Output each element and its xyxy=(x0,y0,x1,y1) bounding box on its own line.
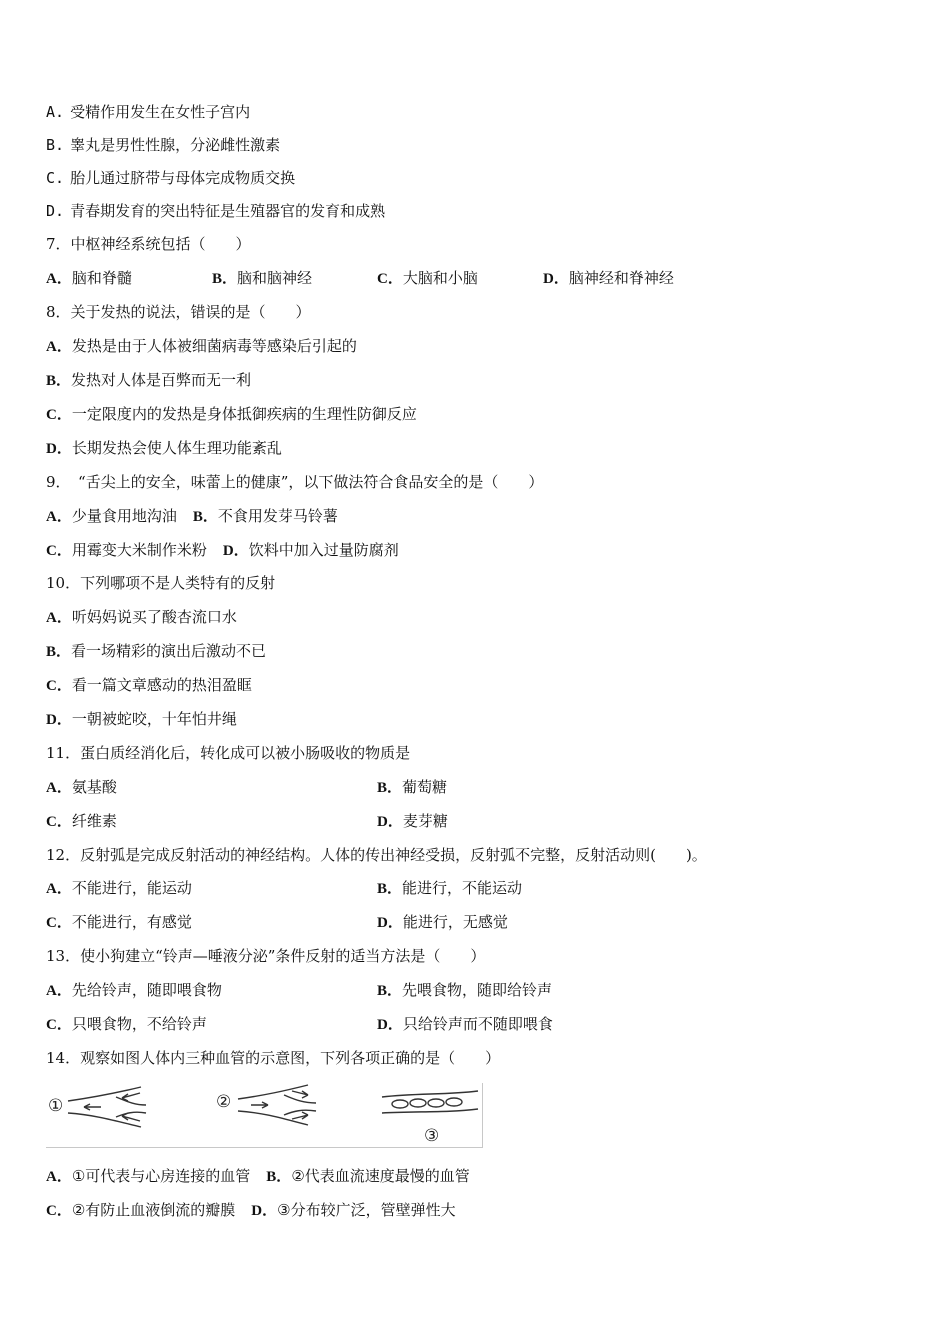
option-label: A． xyxy=(46,339,72,355)
option-label: C． xyxy=(46,543,72,559)
option-label: B． xyxy=(266,1169,292,1185)
option-label: C. xyxy=(46,169,65,187)
vessel-3-wall-top xyxy=(382,1091,478,1097)
vessel-1-wall-top xyxy=(68,1087,141,1101)
option-text: ②代表血流速度最慢的血管 xyxy=(291,1167,470,1185)
option-label: A． xyxy=(46,271,72,287)
q9-stem: 9． “舌尖上的安全，味蕾上的健康”，以下做法符合食品安全的是（ ） xyxy=(46,473,544,491)
vessel-2-arrow-3 xyxy=(292,1112,308,1119)
q10-option-b xyxy=(46,641,266,662)
q14-options-row-2 xyxy=(46,1200,456,1221)
vessel-2-branch xyxy=(284,1095,316,1103)
vessel-2-arrow-2 xyxy=(292,1091,308,1098)
option-label: A. xyxy=(46,103,65,121)
option-text: 看一场精彩的演出后激动不已 xyxy=(71,642,267,660)
q12-option-b xyxy=(377,878,522,899)
vessel-1-arrow-3 xyxy=(84,1104,101,1110)
option-label: A． xyxy=(46,610,72,626)
option-text: 一朝被蛇咬，十年怕井绳 xyxy=(71,710,237,728)
q9-options-row-2 xyxy=(46,540,399,561)
option-text: 发热是由于人体被细菌病毒等感染后引起的 xyxy=(71,337,357,355)
q13-options-row-2 xyxy=(46,1014,906,1034)
q12-options-row-2 xyxy=(46,912,906,932)
option-text: 胎儿通过脐带与母体完成物质交换 xyxy=(70,169,296,187)
q14-options-row-1 xyxy=(46,1166,470,1187)
option-label: C． xyxy=(377,271,403,287)
option-label: B． xyxy=(377,780,403,796)
option-label: B． xyxy=(377,881,403,897)
q13-options-row-1 xyxy=(46,980,906,1000)
option-text: 受精作用发生在女性子宫内 xyxy=(70,103,251,121)
q6-option-c xyxy=(46,168,295,188)
q8-option-a xyxy=(46,336,357,357)
red-cell-2 xyxy=(410,1099,426,1107)
q13-option-b xyxy=(377,980,552,1001)
q10-option-a xyxy=(46,607,237,628)
option-text: 氨基酸 xyxy=(71,778,117,796)
q13-option-d xyxy=(377,1014,553,1035)
q12-stem: 12．反射弧是完成反射活动的神经结构。人体的传出神经受损，反射弧不完整，反射活动则( )。 xyxy=(46,846,707,864)
q9-options-row-1 xyxy=(46,506,338,527)
option-text: 能进行，无感觉 xyxy=(402,913,508,931)
option-text: ②有防止血液倒流的瓣膜 xyxy=(71,1201,236,1219)
q10-option-c xyxy=(46,675,252,696)
q7-stem: 7．中枢神经系统包括（ ） xyxy=(46,235,251,253)
q13-stem: 13．使小狗建立“铃声—唾液分泌”条件反射的适当方法是（ ） xyxy=(46,947,486,965)
option-label: D． xyxy=(377,1017,403,1033)
figure-label-2: ② xyxy=(216,1092,232,1112)
vessel-2-branch-2 xyxy=(284,1110,316,1115)
q10-option-d xyxy=(46,709,237,730)
option-text: 一定限度内的发热是身体抵御疾病的生理性防御反应 xyxy=(71,405,417,423)
option-label: D． xyxy=(46,712,72,728)
red-cell-1 xyxy=(392,1100,408,1108)
q13-option-c xyxy=(46,1014,207,1035)
option-text: 只给铃声而不随即喂食 xyxy=(402,1015,553,1033)
option-text: 不能进行，能运动 xyxy=(71,879,192,897)
vessel-1-branch-2 xyxy=(116,1112,146,1117)
option-label: D． xyxy=(377,814,403,830)
option-text: ③分布较广泛，管壁弹性大 xyxy=(277,1201,456,1219)
option-text: 饮料中加入过量防腐剂 xyxy=(248,541,399,559)
q11-stem: 11．蛋白质经消化后，转化成可以被小肠吸收的物质是 xyxy=(46,744,411,762)
option-label: A． xyxy=(46,881,72,897)
option-text: 不能进行，有感觉 xyxy=(71,913,192,931)
option-label: D． xyxy=(377,915,403,931)
option-text: 脑神经和脊神经 xyxy=(568,269,674,287)
q7-option-a xyxy=(46,268,132,289)
option-label: B． xyxy=(377,983,403,999)
option-label: C． xyxy=(46,407,72,423)
option-text: 听妈妈说买了酸杏流口水 xyxy=(71,608,237,626)
option-text: 先给铃声，随即喂食物 xyxy=(71,981,222,999)
red-cell-3 xyxy=(428,1099,444,1107)
red-cell-4 xyxy=(446,1098,462,1106)
q12-option-d xyxy=(377,912,508,933)
option-label: D. xyxy=(46,202,65,220)
vessel-2-arrow-1 xyxy=(251,1102,268,1108)
option-text: 少量食用地沟油 xyxy=(71,507,177,525)
option-text: 葡萄糖 xyxy=(402,778,448,796)
option-text: 发热对人体是百弊而无一利 xyxy=(71,371,252,389)
q7-option-b xyxy=(212,268,312,289)
q11-option-a xyxy=(46,777,117,798)
q12-option-c xyxy=(46,912,192,933)
blood-vessel-figure xyxy=(46,1083,483,1148)
option-label: D． xyxy=(222,543,249,559)
option-text: 长期发热会使人体生理功能紊乱 xyxy=(71,439,282,457)
vessel-3-wall-bottom xyxy=(382,1109,478,1113)
option-label: A． xyxy=(46,780,72,796)
option-text: 麦芽糖 xyxy=(402,812,448,830)
option-label: A． xyxy=(46,1169,72,1185)
option-label: A． xyxy=(46,509,72,525)
option-label: B. xyxy=(46,136,65,154)
option-label: B． xyxy=(192,509,218,525)
q7-option-c xyxy=(377,268,478,289)
vessel-1-wall-bottom xyxy=(68,1113,141,1127)
option-text: 看一篇文章感动的热泪盈眶 xyxy=(71,676,252,694)
option-label: C． xyxy=(46,678,72,694)
option-text: 只喂食物，不给铃声 xyxy=(71,1015,207,1033)
option-label: C． xyxy=(46,1203,72,1219)
vessel-1-arrow-2 xyxy=(122,1113,140,1121)
q8-option-d xyxy=(46,438,282,459)
figure-label-3: ③ xyxy=(424,1126,440,1146)
q14-stem: 14．观察如图人体内三种血管的示意图，下列各项正确的是（ ） xyxy=(46,1049,501,1067)
q6-option-a xyxy=(46,102,250,122)
option-label: D． xyxy=(543,271,569,287)
q11-option-c xyxy=(46,811,117,832)
q7-options-row xyxy=(46,268,906,288)
option-text: 睾丸是男性性腺，分泌雌性激素 xyxy=(70,136,281,154)
option-text: 先喂食物，随即给铃声 xyxy=(402,981,553,999)
option-label: B． xyxy=(212,271,238,287)
option-text: 脑和脑神经 xyxy=(237,269,313,287)
option-label: B． xyxy=(46,644,72,660)
q6-option-d xyxy=(46,201,385,221)
q11-option-b xyxy=(377,777,447,798)
option-label: C． xyxy=(46,915,72,931)
option-text: 用霉变大米制作米粉 xyxy=(71,541,207,559)
q8-option-c xyxy=(46,404,417,425)
q6-option-b xyxy=(46,135,280,155)
figure-label-1: ① xyxy=(48,1096,64,1116)
option-text: 大脑和小脑 xyxy=(402,269,478,287)
option-label: D． xyxy=(251,1203,278,1219)
q10-stem: 10．下列哪项不是人类特有的反射 xyxy=(46,574,276,592)
vessel-1-arrow-1 xyxy=(122,1093,140,1101)
option-label: A． xyxy=(46,983,72,999)
option-text: 青春期发育的突出特征是生殖器官的发育和成熟 xyxy=(70,202,386,220)
q8-stem: 8．关于发热的说法，错误的是（ ） xyxy=(46,303,311,321)
blood-vessel-diagram xyxy=(46,1083,482,1147)
option-text: 能进行，不能运动 xyxy=(402,879,523,897)
q11-option-d xyxy=(377,811,448,832)
option-text: ①可代表与心房连接的血管 xyxy=(71,1167,251,1185)
option-label: B． xyxy=(46,373,72,389)
vessel-1-branch xyxy=(116,1097,146,1105)
q11-options-row-2 xyxy=(46,811,906,831)
option-label: C． xyxy=(46,814,72,830)
option-label: D． xyxy=(46,441,72,457)
q11-options-row-1 xyxy=(46,777,906,797)
option-text: 不食用发芽马铃薯 xyxy=(217,507,338,525)
q8-option-b xyxy=(46,370,251,391)
option-text: 脑和脊髓 xyxy=(71,269,132,287)
q12-options-row-1 xyxy=(46,878,906,898)
option-text: 纤维素 xyxy=(71,812,117,830)
option-label: C． xyxy=(46,1017,72,1033)
q12-option-a xyxy=(46,878,192,899)
q7-option-d xyxy=(543,268,674,289)
q13-option-a xyxy=(46,980,222,1001)
